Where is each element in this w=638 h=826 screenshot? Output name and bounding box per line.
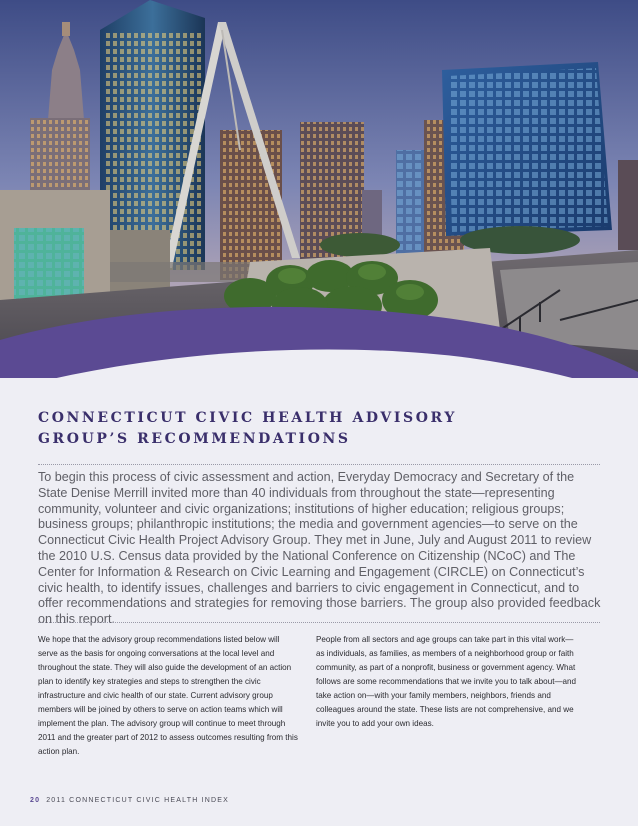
section-heading-line-1: CONNECTICUT CIVIC HEALTH ADVISORY — [38, 410, 457, 426]
city-plaza-photo — [0, 0, 638, 410]
heading-divider — [38, 464, 600, 465]
intro-divider — [38, 622, 600, 623]
section-heading-line-2: GROUP’S RECOMMENDATIONS — [38, 431, 351, 447]
page-number: 20 — [30, 797, 41, 804]
intro-paragraph: To begin this process of civic assessment and action, Everyday Democracy and Secretary of the State Denise Merrill invited more than 40 individuals from throughout the state—representing community, volunteer and civic organizations; institutions of higher education; religious groups; business groups; philanthropic institutions; the media and government agencies—to serve on the Connecticut Civic Health Project Advisory Group. They met in June, July and August 2011 to review the 2010 U.S. Census data provided by the National Conference on Citizenship (NCoC) and The Center for Information & Research on Civic Learning and Engagement (CIRCLE) on Connecticut’s civic health, to identify issues, challenges and barriers to civic engagement in Connecticut, and to offer recommendations and strategies for removing those barriers. The group also provided feedback on this report. — [38, 470, 601, 627]
section-heading — [38, 408, 598, 450]
left-column-text: We hope that the advisory group recommendations listed below will serve as the basis for ongoing conversations at the local level and throughout the state. They will also guide the development of an action plan to identify key strategies and steps to strengthen the civic infrastructure and civic health of our state. Current advisory group members will be joined by others to serve on action teams which will implement the plan. The advisory group will continue to meet through 2011 and the greater part of 2012 to assess outcomes resulting from this action plan. — [38, 635, 298, 756]
publication-title: 2011 CONNECTICUT CIVIC HEALTH INDEX — [46, 797, 229, 804]
right-column-text: People from all sectors and age groups can take part in this vital work—as individuals, as families, as members of a neighborhood group or faith community, as part of a nonprofit, business or government agency. What follows are some recommendations that we invite you to talk about—and take action on—with your family members, neighbors, friends and colleagues around the state. These lists are not comprehensive, and we invite you to add your own ideas. — [316, 635, 577, 728]
page-footer — [30, 797, 229, 804]
